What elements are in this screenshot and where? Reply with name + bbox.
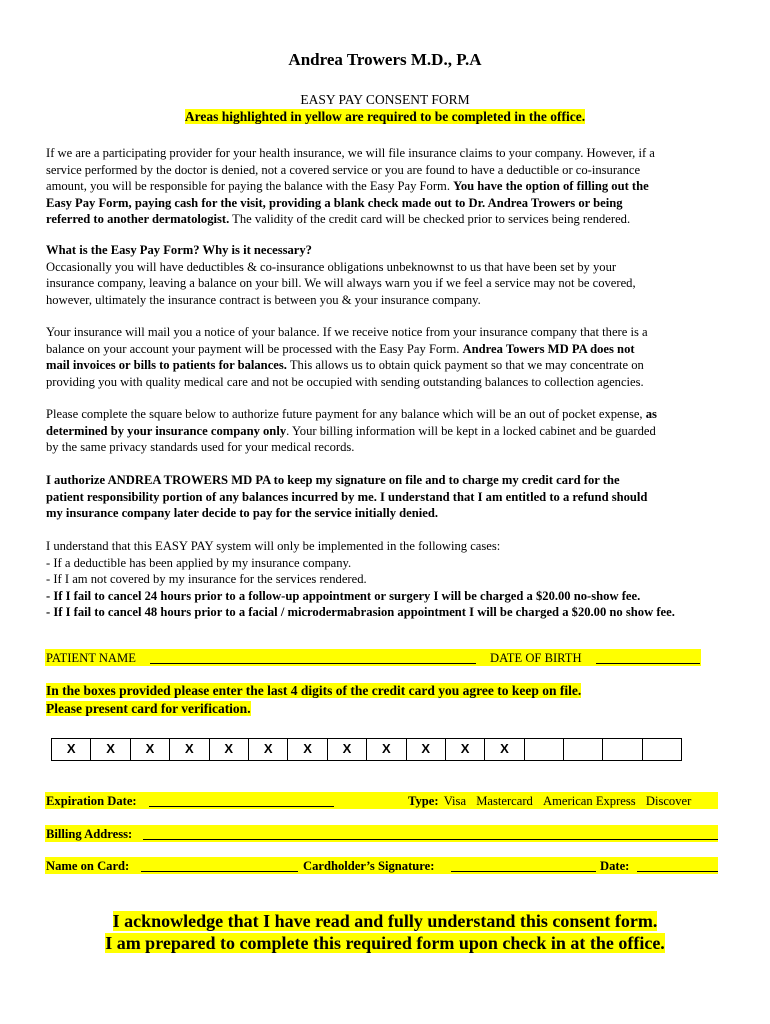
list-item: - If a deductible has been applied by my insurance company. (46, 555, 352, 570)
notice-paragraph: Your insurance will mail you a notice of your balance. If we receive notice from your insurance company that there is a balance on your account your payment will be processed with the Easy Pay Form. Andrea Towers MD PA does not mail invoices or bills to patients for balances. This allows us to obtain quick payment so that we may concentrate on providing you with quality medical care and not be occupied with sending outstanding balances to collection agencies. (46, 325, 648, 389)
card-instructions-line2: Please present card for verification. (46, 701, 251, 716)
expiration-field[interactable] (149, 795, 334, 807)
dob-label: DATE OF BIRTH (490, 651, 582, 665)
card-digit-box[interactable] (525, 739, 564, 760)
signature-label: Cardholder’s Signature: (303, 859, 435, 873)
card-instructions-line1: In the boxes provided please enter the last 4 digits of the credit card you agree to keep on file. (46, 683, 582, 698)
card-digit-box[interactable]: X (446, 739, 485, 760)
date-field[interactable] (637, 860, 718, 872)
square-paragraph: Please complete the square below to authorize future payment for any balance which will be an out of pocket expense, as determined by your insurance company only. Your billing information will be kept in a locked cabinet and be guarded by the same privacy standards used for your medical records. (46, 407, 657, 454)
form-title: EASY PAY CONSENT FORM (300, 92, 470, 107)
card-digit-box[interactable]: X (52, 739, 91, 760)
card-digit-box[interactable]: X (91, 739, 130, 760)
acknowledge-line1: I acknowledge that I have read and fully understand this consent form. (112, 911, 658, 931)
card-digit-box[interactable]: X (485, 739, 524, 760)
card-type-visa[interactable]: Visa (443, 794, 467, 808)
card-digit-box[interactable]: X (170, 739, 209, 760)
authorization-paragraph: I authorize ANDREA TROWERS MD PA to keep my signature on file and to charge my credit card for the patient responsibility portion of any balances incurred by me. I understand that I am entitled to a refund should my insurance company later decide to pay for the service initially denied. (46, 473, 648, 520)
list-item: - If I am not covered by my insurance for the services rendered. (46, 572, 367, 586)
why-heading: What is the Easy Pay Form? Why is it necessary? (46, 243, 312, 257)
type-label: Type: (408, 794, 439, 808)
practice-name: Andrea Trowers M.D., P.A (288, 50, 482, 69)
patient-name-label: PATIENT NAME (46, 651, 136, 665)
card-digit-box[interactable]: X (328, 739, 367, 760)
card-digit-box[interactable]: X (407, 739, 446, 760)
card-digit-box[interactable] (643, 739, 682, 760)
card-type-discover[interactable]: Discover (645, 794, 692, 808)
acknowledge-line2: I am prepared to complete this required form upon check in at the office. (105, 933, 665, 953)
why-section: What is the Easy Pay Form? Why is it necessary? Occasionally you will have deductibles & co-insurance obligations unbeknownst to us that have been set by your insurance company, leaving a balance on your bill. We will always warn you if we feel a service may not be covered, however, ultimately the insurance contract is between you & your insurance company. (46, 243, 636, 307)
card-digit-box[interactable]: X (131, 739, 170, 760)
card-digit-box[interactable]: X (210, 739, 249, 760)
name-on-card-label: Name on Card: (46, 859, 130, 873)
signature-field[interactable] (451, 860, 596, 872)
cases-list: I understand that this EASY PAY system will only be implemented in the following cases: - If a deductible has been applied by my insurance company. - If I am not covered by my insurance for the services rendered. - If I fail to cancel 24 hours prior to a follow-up appointment or surgery I will be charged a $20.00 no-show fee. - If I fail to cancel 48 hours prior to a facial / microdermabrasion appointment I will be charged a $20.00 no show fee. (46, 538, 736, 621)
card-digit-box[interactable]: X (367, 739, 406, 760)
card-digit-box[interactable] (564, 739, 603, 760)
card-type-mastercard[interactable]: Mastercard (476, 794, 533, 808)
list-item: - If I fail to cancel 48 hours prior to a facial / microdermabrasion appointment I will be charged a $20.00 no show fee. (46, 605, 675, 619)
expiration-label: Expiration Date: (46, 794, 137, 808)
card-type-row (408, 793, 691, 810)
patient-name-field[interactable] (150, 652, 476, 664)
required-note: Areas highlighted in yellow are required to be completed in the office. (184, 109, 586, 124)
card-type-amex[interactable]: American Express (543, 794, 636, 808)
name-on-card-field[interactable] (141, 860, 298, 872)
billing-address-field[interactable] (143, 828, 718, 840)
card-digit-box[interactable]: X (249, 739, 288, 760)
dob-field[interactable] (596, 652, 700, 664)
date-label: Date: (600, 859, 630, 873)
intro-paragraph: If we are a participating provider for your health insurance, we will file insurance claims to your company. However, if a service performed by the doctor is denied, not a covered service or you are found to have a deductible or co-insurance amount, you will be responsible for paying the balance with the Easy Pay Form. You have the option of filling out the Easy Pay Form, paying cash for the visit, providing a blank check made out to Dr. Andrea Trowers or being referred to another dermatologist. The validity of the credit card will be checked prior to services being rendered. (46, 146, 655, 226)
card-number-boxes (51, 738, 682, 761)
billing-address-label: Billing Address: (46, 827, 133, 841)
card-digit-box[interactable] (603, 739, 642, 760)
list-item: - If I fail to cancel 24 hours prior to a follow-up appointment or surgery I will be charged a $20.00 no-show fee. (46, 588, 641, 603)
card-digit-box[interactable]: X (288, 739, 327, 760)
